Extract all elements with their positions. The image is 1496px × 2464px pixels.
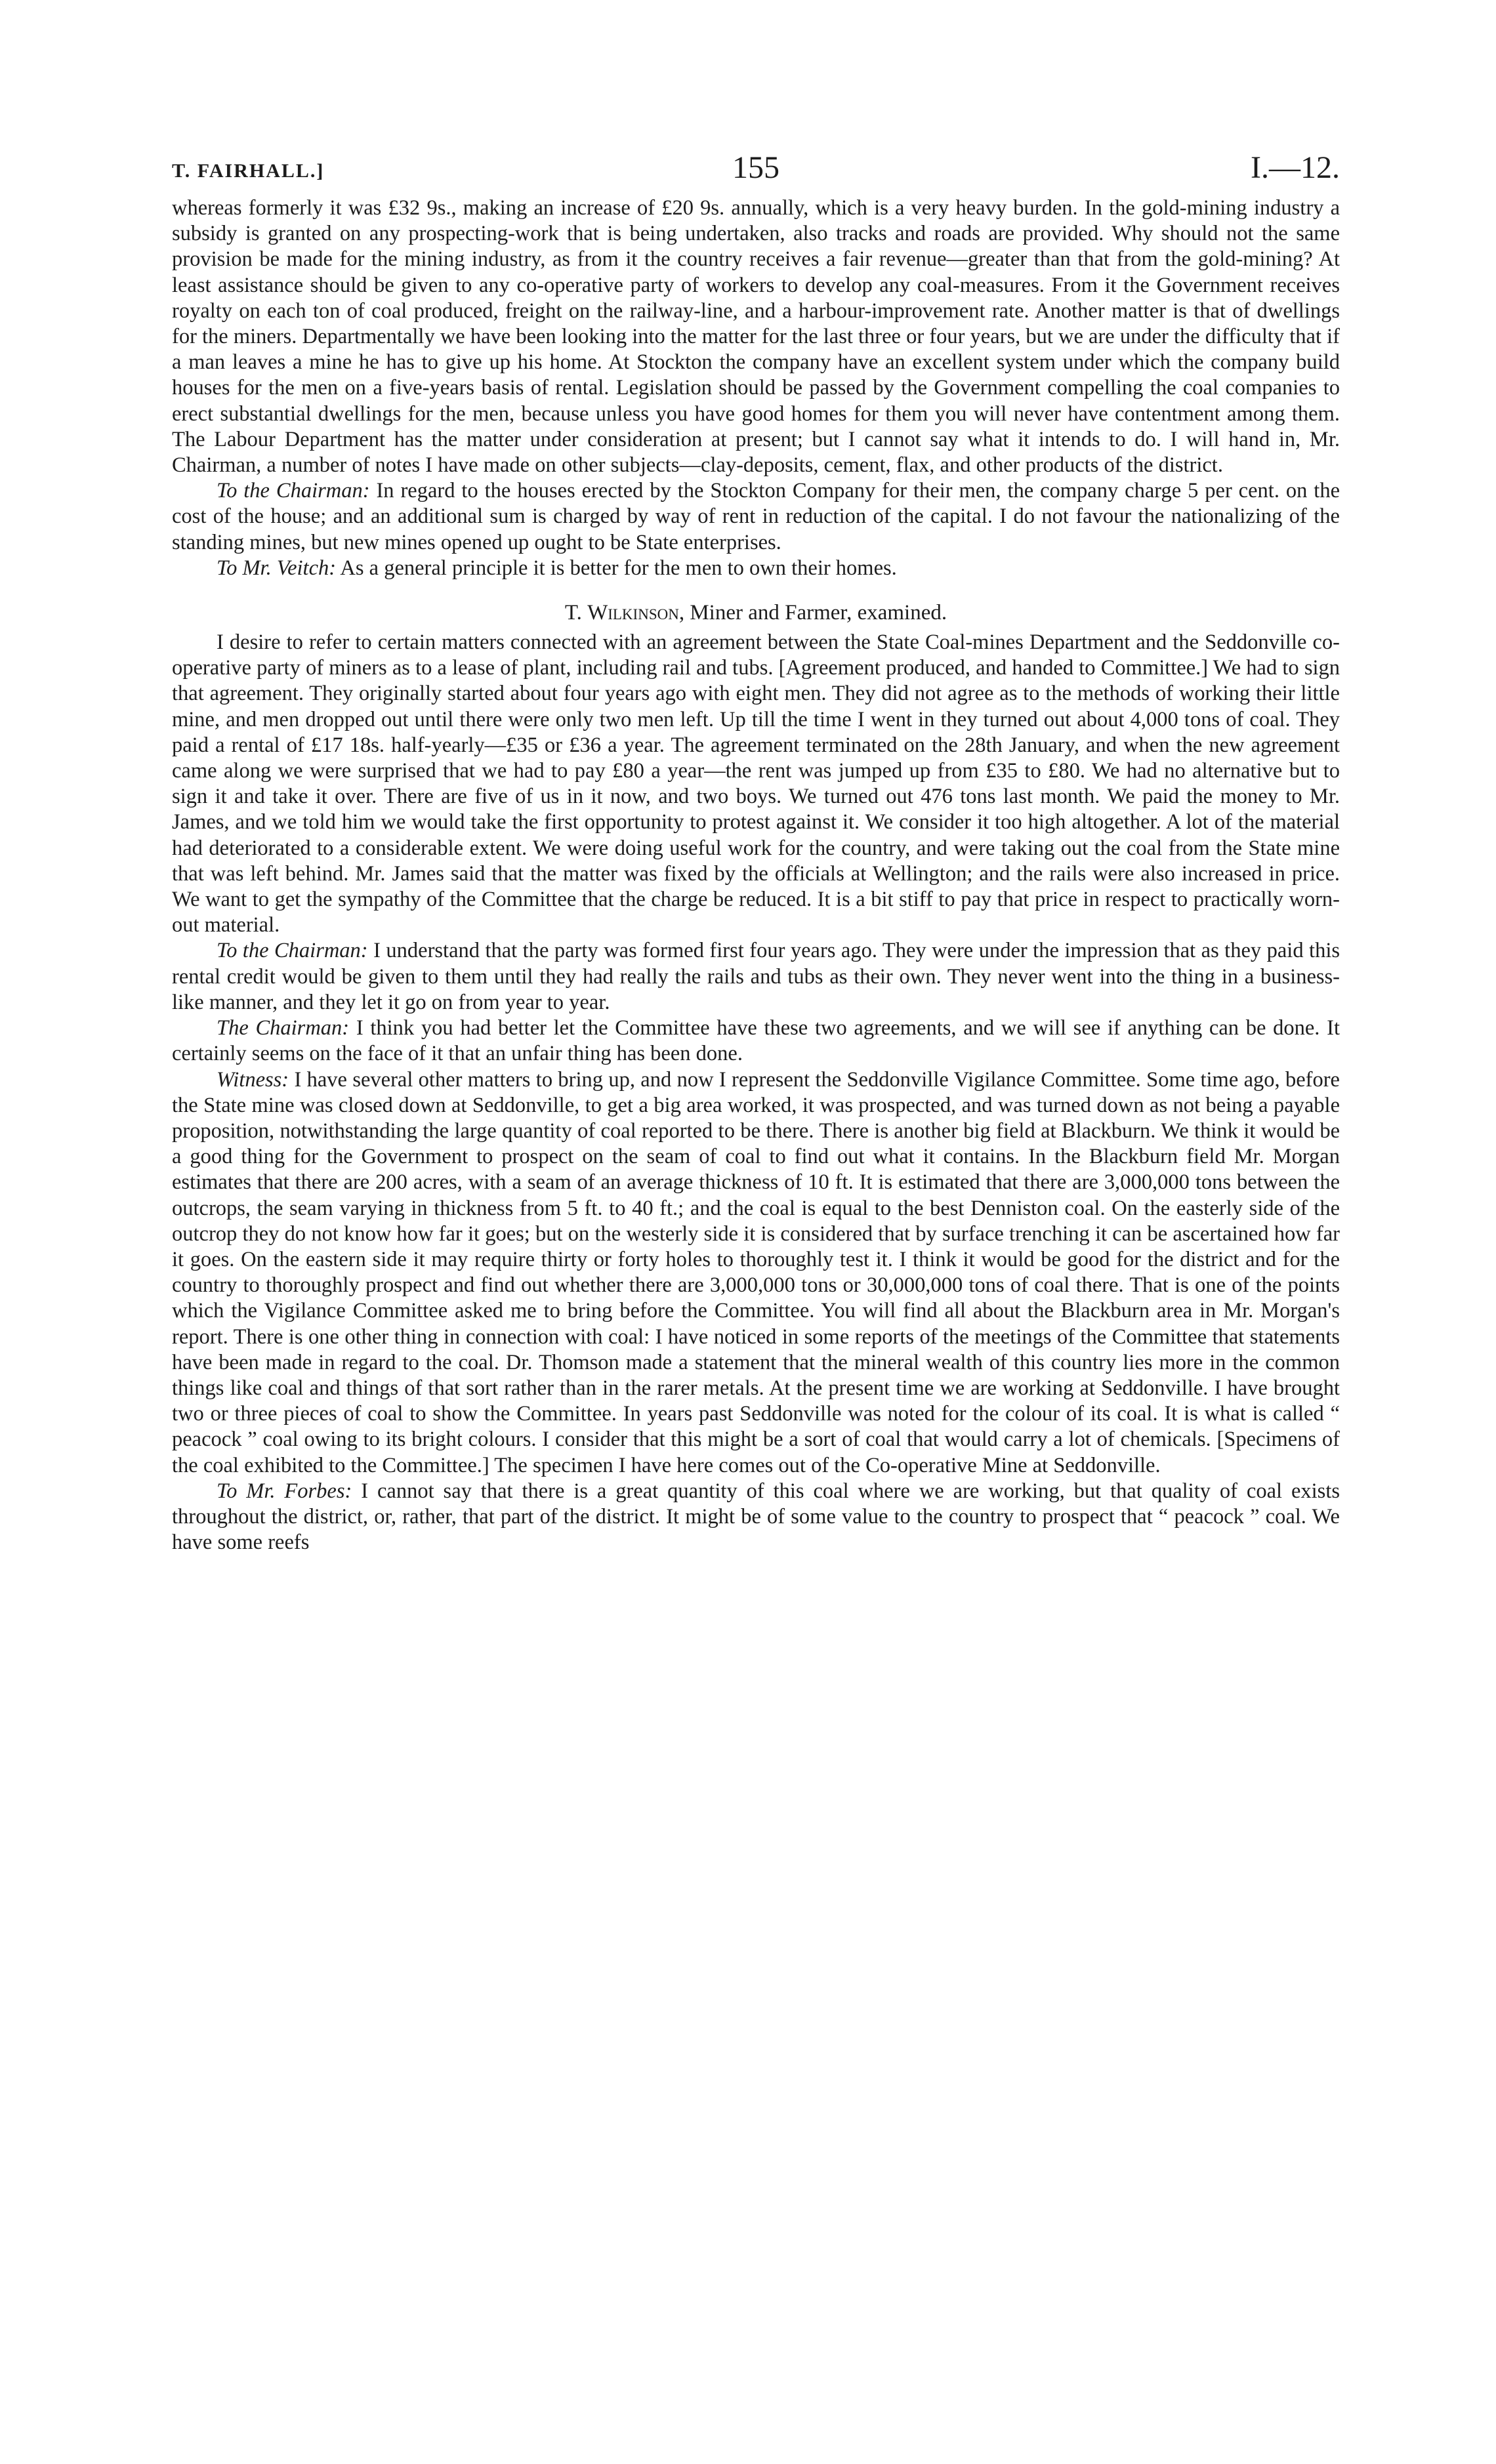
heading-initial: T. <box>564 601 588 625</box>
witness-heading <box>172 600 1340 626</box>
paragraph-text: I understand that the party was formed first four years ago. They were under the impression that as they paid this rental credit would be given to them until they had really the rails and tubs as their own. They never went into the thing in a business-like manner, and they let it go on from year to year. <box>172 939 1340 1014</box>
fairhall-paragraph-2 <box>172 478 1340 556</box>
wilkinson-paragraph-5 <box>172 1479 1340 1556</box>
paragraph-text: I have several other matters to bring up, and now I represent the Seddonville Vigilance Committee. Some time ago, before the State mine was closed down at Seddonville, to get a big area worked, it was prospected, and was turned down as not being a payable proposition, notwithstanding the large quantity of coal reported to be there. There is another big field at Blackburn. We think it would be a good thing for the Government to prospect on the seam of coal to find out what it contains. In the Blackburn field Mr. Morgan estimates that there are 200 acres, with a seam of an average thickness of 10 ft. It is estimated that there are 3,000,000 tons between the outcrops, the seam varying in thickness from 5 ft. to 40 ft.; and the coal is equal to the best Denniston coal. On the easterly side of the outcrop they do not know how far it goes; but on the westerly side it is considered that by surface trenching it can be ascertained how far it goes. On the eastern side it may require thirty or forty holes to thoroughly test it. I think it would be good for the district and for the country to thoroughly prospect and find out whether there are 3,000,000 tons or 30,000,000 tons of coal there. That is one of the points which the Vigilance Committee asked me to bring before the Committee. You will find all about the Blackburn area in Mr. Morgan's report. There is one other thing in connection with coal: I have noticed in some reports of the meetings of the Committee that statements have been made in regard to the coal. Dr. Thomson made a statement that the mineral wealth of this country lies more in the common things like coal and things of that sort rather than in the rarer metals. At the present time we are working at Seddonville. I have brought two or three pieces of coal to show the Committee. In years past Seddonville was noted for the colour of its coal. It is what is called “ peacock ” coal owing to its bright colours. I consider that this might be a sort of coal that would carry a lot of chemicals. [Specimens of the coal exhibited to the Committee.] The specimen I have here comes out of the Co-operative Mine at Seddonville. <box>172 1067 1340 1477</box>
paragraph-text: As a general principle it is better for the men to own their homes. <box>336 556 897 580</box>
heading-description: , Miner and Farmer, examined. <box>678 601 947 625</box>
paper-reference: I.—12. <box>1251 150 1340 185</box>
document-page <box>172 150 1340 1555</box>
paragraph-text: I think you had better let the Committee have these two agreements, and we will see if anything can be done. It certainly seems on the face of it that an unfair thing has been done. <box>172 1016 1340 1066</box>
wilkinson-paragraph-3 <box>172 1016 1340 1067</box>
heading-surname: Wilkinson <box>587 601 679 625</box>
running-header <box>172 150 1340 195</box>
fairhall-paragraph-3 <box>172 556 1340 581</box>
speaker-label: To Mr. Veitch: <box>217 556 337 580</box>
document-body <box>172 195 1340 1555</box>
paragraph-text: I cannot say that there is a great quantity of this coal where we are working, but that quality of coal exists throughout the district, or, rather, that part of the district. It might be of some value to the country to prospect that “ peacock ” coal. We have some reefs <box>172 1479 1340 1555</box>
speaker-label: To the Chairman: <box>217 479 370 503</box>
speaker-label: The Chairman: <box>217 1016 350 1040</box>
wilkinson-paragraph-1: I desire to refer to certain matters connected with an agreement between the State Coal-mines Department and the Seddonville co-operative party of miners as to a lease of plant, including rail and tubs. [Agreement produced, and handed to Committee.] We had to sign that agreement. They originally started about four years ago with eight men. They did not agree as to the methods of working their little mine, and men dropped out until there were only two men left. Up till the time I went in they turned out about 4,000 tons of coal. They paid a rental of £17 18s. half-yearly—£35 or £36 a year. The agreement terminated on the 28th January, and when the new agreement came along we were surprised that we had to pay £80 a year—the rent was jumped up from £35 to £80. We had no alternative but to sign it and take it over. There are five of us in it now, and two boys. We turned out 476 tons last month. We paid the money to Mr. James, and we told him we would take the first opportunity to protest against it. We consider it too high altogether. A lot of the material had deteriorated to a considerable extent. We were doing useful work for the country, and were taking out the coal from the State mine that was left behind. Mr. James said that the matter was fixed by the officials at Wellington; and the rails were also increased in price. We want to get the sympathy of the Committee that the charge be reduced. It is a bit stiff to pay that price in respect to practically worn-out material. <box>172 630 1340 937</box>
page-number: 155 <box>732 150 779 185</box>
paragraph-text: In regard to the houses erected by the Stockton Company for their men, the company charge 5 per cent. on the cost of the house; and an additional sum is charged by way of rent in reduction of the capital. I do not favour the nationalizing of the standing mines, but new mines opened up ought to be State enterprises. <box>172 479 1340 554</box>
speaker-label: To Mr. Forbes: <box>217 1479 352 1503</box>
wilkinson-paragraph-4 <box>172 1067 1340 1479</box>
header-witness-name: T. FAIRHALL.] <box>172 160 325 182</box>
speaker-label: Witness: <box>217 1067 289 1092</box>
fairhall-paragraph-1: whereas formerly it was £32 9s., making an increase of £20 9s. annually, which is a very heavy burden. In the gold-mining industry a subsidy is granted on any prospecting-work that is being undertaken, also tracks and roads are provided. Why should not the same provision be made for the mining industry, as from it the country receives a fair revenue—greater than that from the gold-mining? At least assistance should be given to any co-operative party of workers to develop any coal-measures. From it the Government receives royalty on each ton of coal produced, freight on the railway-line, and a harbour-improvement rate. Another matter is that of dwellings for the miners. Departmentally we have been looking into the matter for the last three or four years, but we are under the difficulty that if a man leaves a mine he has to give up his home. At Stockton the company have an excellent system under which the company build houses for the men on a five-years basis of rental. Legislation should be passed by the Government compelling the coal companies to erect substantial dwellings for the men, because unless you have good homes for them you will never have contentment among them. The Labour Department has the matter under consideration at present; but I cannot say what it intends to do. I will hand in, Mr. Chairman, a number of notes I have made on other subjects—clay-deposits, cement, flax, and other products of the district. <box>172 196 1340 478</box>
wilkinson-paragraph-2 <box>172 938 1340 1016</box>
speaker-label: To the Chairman: <box>217 939 368 963</box>
